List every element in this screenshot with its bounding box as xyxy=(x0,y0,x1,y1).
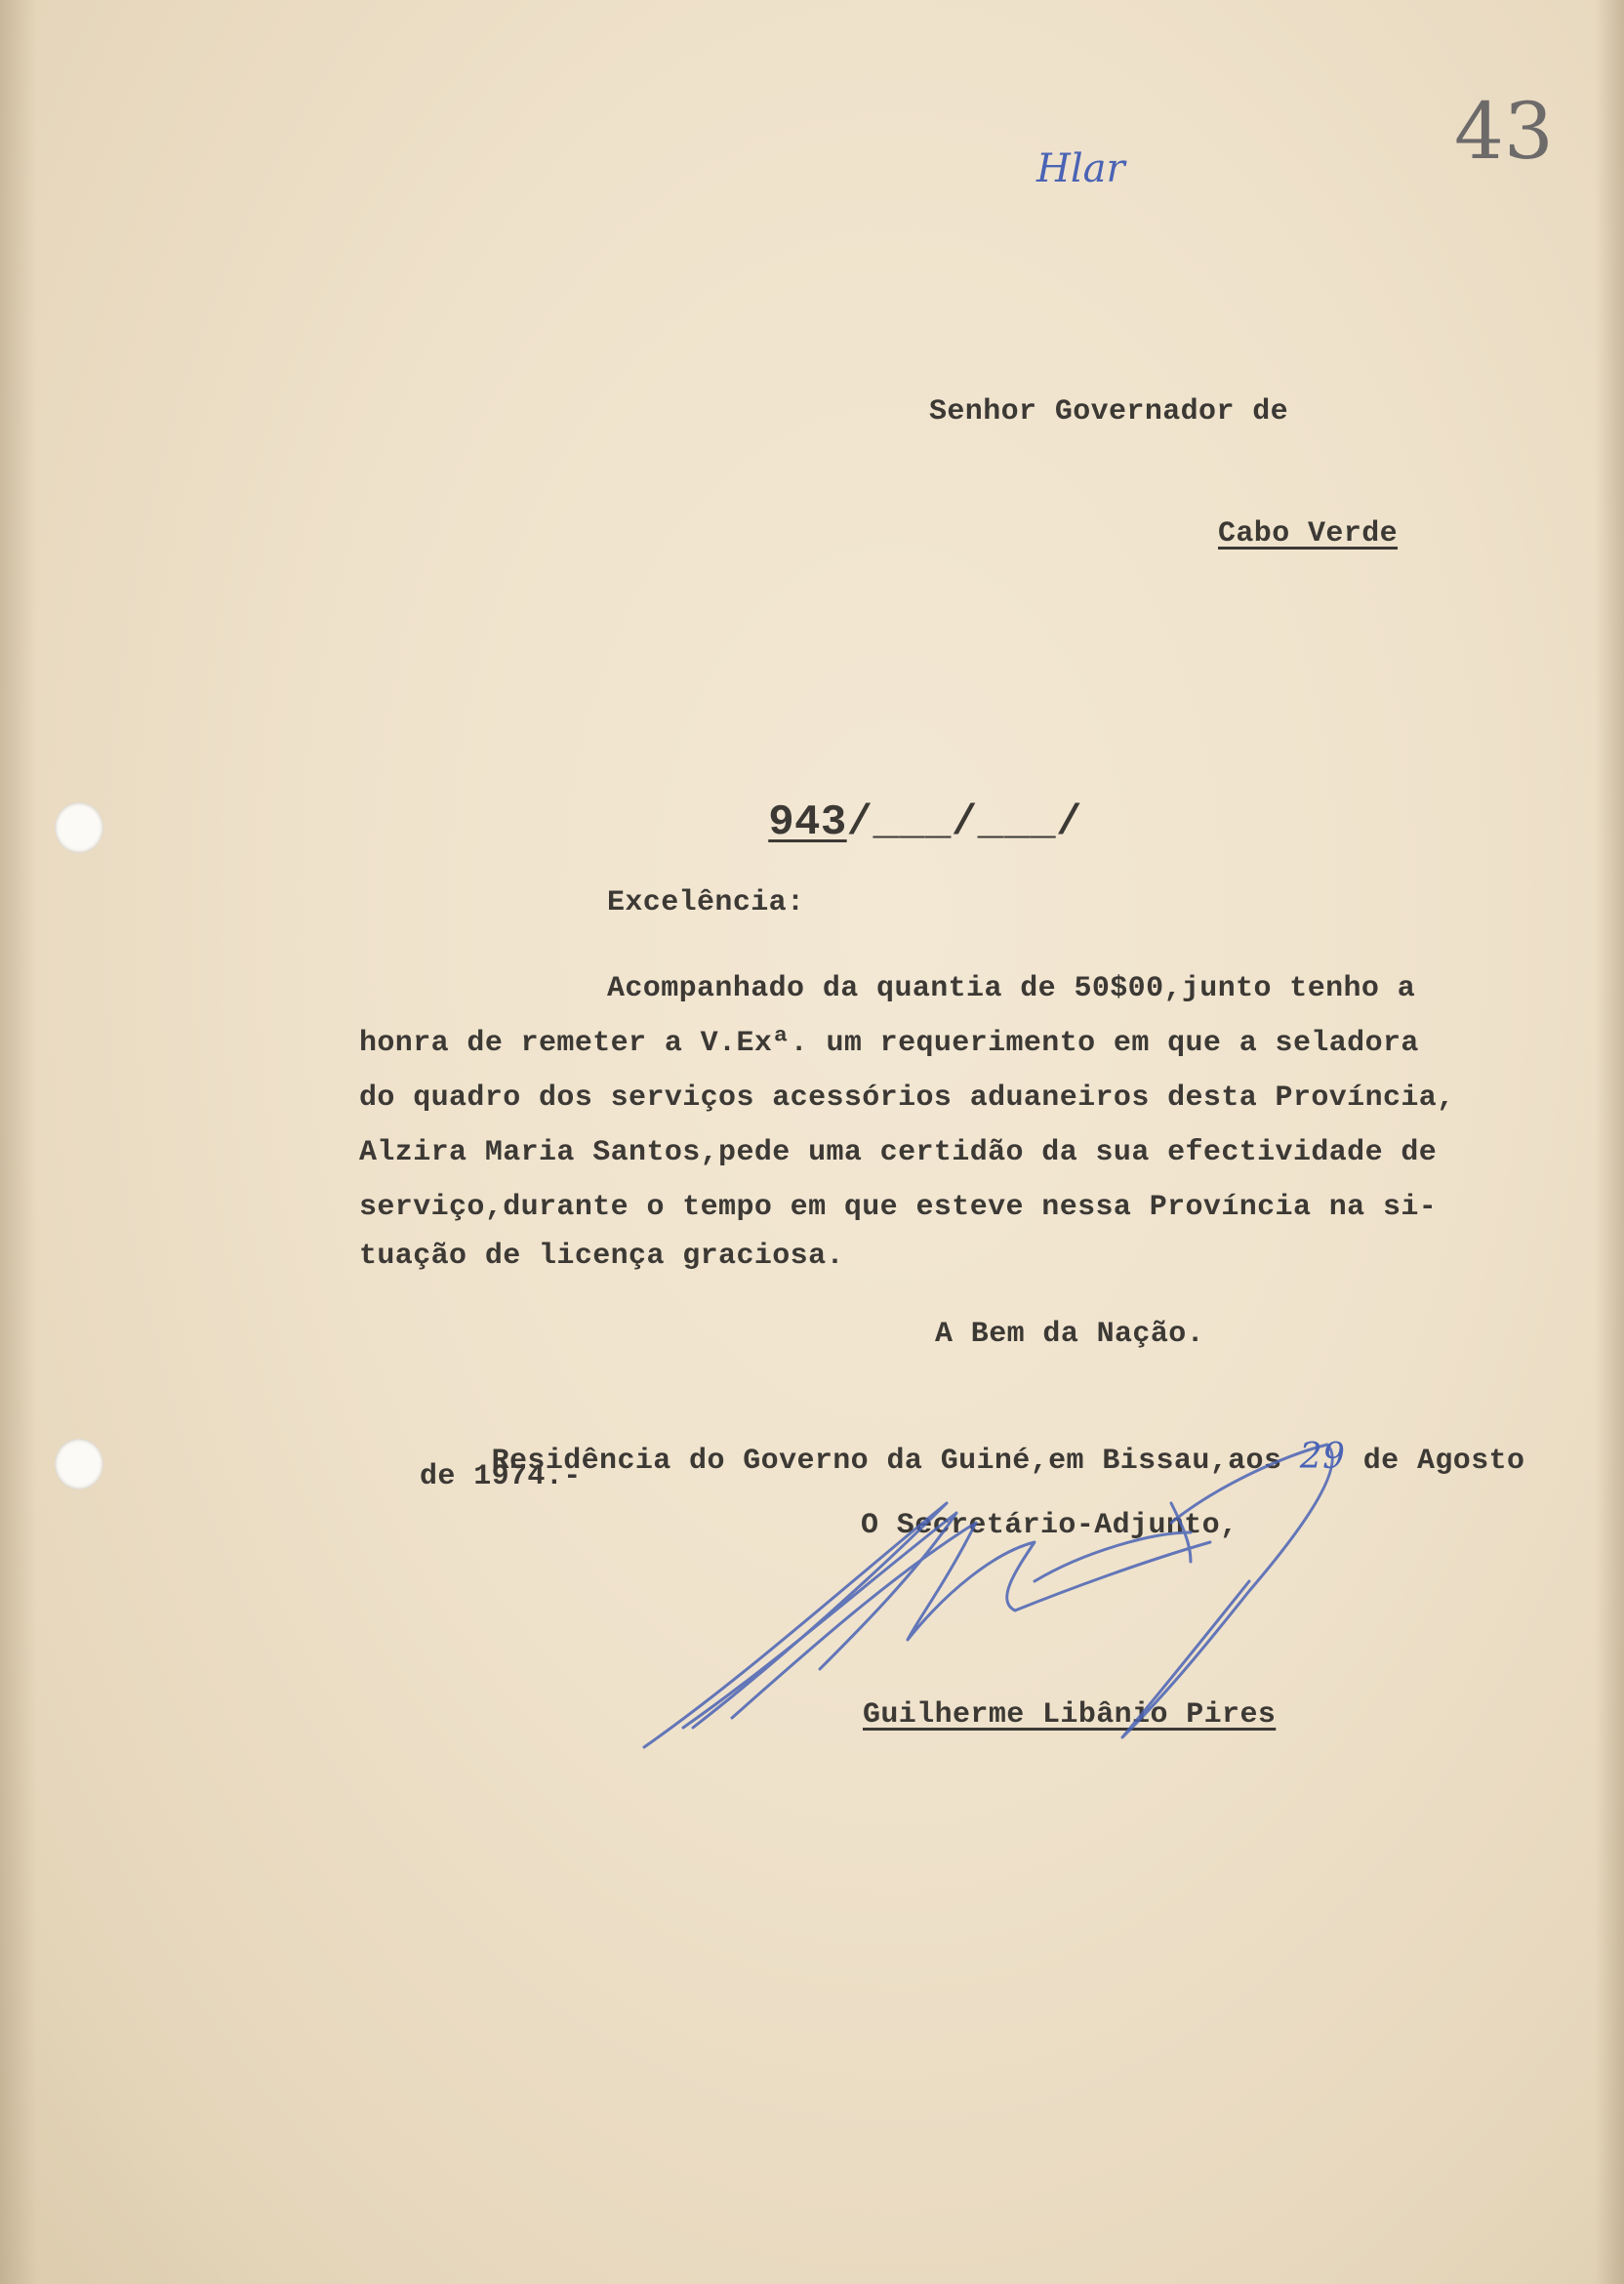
body-line: serviço,durante o tempo em que esteve nessa Província na si- xyxy=(359,1191,1438,1224)
punch-hole-bottom xyxy=(55,1439,103,1489)
closing: A Bem da Nação. xyxy=(935,1318,1205,1351)
punch-hole-top xyxy=(55,802,103,853)
signatory-title: O Secretário-Adjunto, xyxy=(861,1509,1238,1542)
page-number-annotation: 43 xyxy=(1454,86,1554,177)
body-line: honra de remeter a V.Exª. um requerimento em que a seladora xyxy=(359,1027,1419,1060)
body-line: Alzira Maria Santos,pede uma certidão da sua efectividade de xyxy=(359,1136,1438,1169)
reference-blanks: /___/___/ xyxy=(846,798,1082,847)
place-date-text: Residência do Governo da Guiné,em Bissau,aos xyxy=(491,1445,1282,1478)
body-line: tuação de licença graciosa. xyxy=(359,1240,844,1273)
paper-edge-left xyxy=(0,0,37,2284)
place-date-line-2: de 1974.- xyxy=(420,1460,582,1493)
handwritten-day: 29 xyxy=(1299,1437,1346,1477)
reference-number: 943 xyxy=(768,798,847,847)
recipient-line-2: Cabo Verde xyxy=(1218,517,1399,551)
signatory-name: Guilherme Libânio Pires xyxy=(863,1698,1277,1732)
body-line: do quadro dos serviços acessórios aduaneiros desta Província, xyxy=(359,1081,1455,1115)
salutation: Excelência: xyxy=(607,886,805,919)
recipient-line-1: Senhor Governador de xyxy=(929,395,1289,428)
reference-number-line xyxy=(664,750,1082,896)
paper-edge-right xyxy=(1595,0,1624,2284)
month-text: de Agosto xyxy=(1362,1445,1525,1478)
handwritten-signature xyxy=(625,1435,1386,1786)
body-line: Acompanhado da quantia de 50$00,junto tenho a xyxy=(607,972,1416,1005)
initials-annotation: Hlar xyxy=(1036,146,1125,191)
